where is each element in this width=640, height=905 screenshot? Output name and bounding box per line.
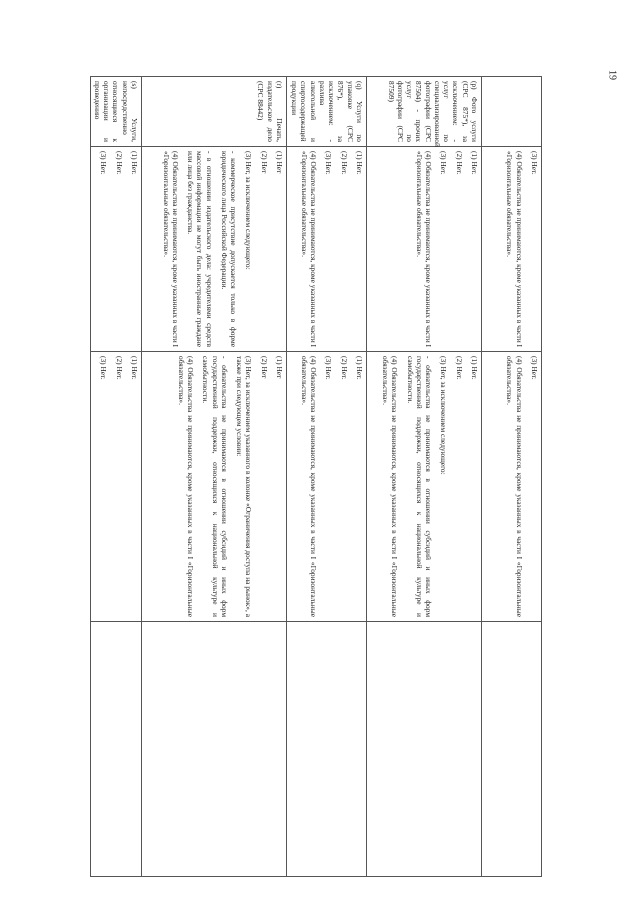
cell-line: (3) Нет.: [99, 356, 109, 380]
national-treatment-cell: [482, 352, 542, 622]
cell-line: (4) Обязательства не принимаются, кроме указанных в части I «Горизонтальные обязательства».: [177, 356, 196, 617]
cell-line: (2) Нет.: [454, 151, 464, 175]
additional-cell: [142, 622, 287, 877]
service-cell: [482, 77, 542, 147]
additional-cell: [90, 622, 141, 877]
cell-line: (3) Нет.: [324, 151, 334, 175]
service-cell: (s) Услуги, непосредственно относящиеся к организации и проведению: [90, 77, 141, 147]
cell-line: (3) Нет.: [99, 151, 109, 175]
cell-line: (3) Нет.: [439, 151, 449, 175]
cell-line: (1) Нет.: [470, 151, 479, 175]
cell-line: (2) Нет.: [454, 356, 464, 380]
table-row: [142, 77, 287, 877]
commitments-table: [90, 76, 542, 877]
cell-line: (4) Обязательства не принимаются, кроме указанных в части I «Горизонтальные обязательства».: [505, 151, 524, 347]
cell-line: (2) Нет: [259, 356, 269, 379]
cell-line: (1) Нет.: [355, 151, 364, 175]
market-access-cell: [287, 147, 367, 352]
cell-line: (4) Обязательства не принимаются, кроме указанных в части I «Горизонтальные обязательства».: [161, 151, 180, 347]
cell-line: (4) Обязательства не принимаются, кроме указанных в части I «Горизонтальные обязательства».: [381, 356, 400, 617]
cell-line: (3) Нет.: [530, 151, 539, 175]
cell-line: - обязательства не принимаются в отношении субсидий и иных форм государственной поддержки, относящихся к национальной культуре и самобытности.: [201, 356, 229, 617]
cell-line: (1) Нет: [275, 356, 284, 379]
national-treatment-cell: [287, 352, 367, 622]
rotated-table-container: [92, 76, 542, 876]
cell-line: (3) Нет.: [324, 356, 334, 380]
page-number: [600, 60, 624, 90]
table-row: [482, 77, 542, 877]
cell-line: (3) Нет.: [530, 356, 539, 380]
cell-line: (4) Обязательства не принимаются, кроме указанных в части I «Горизонтальные обязательства».: [300, 356, 319, 617]
cell-line: (1) Нет.: [130, 356, 139, 380]
page-number-text: 19: [606, 70, 618, 80]
cell-line: (4) Обязательства не принимаются, кроме указанных в части I «Горизонтальные обязательства».: [415, 151, 434, 347]
market-access-cell: [90, 147, 141, 352]
cell-line: (3) Нет, за исключением указанного в колонке «Ограничения доступа на рынок», а также при следующем условии:: [235, 356, 254, 617]
cell-line: - в отношении издательского дела: учредителями средств массовой информации не могут быть иностранные граждане или лица без гражданства.: [186, 151, 214, 347]
table-row: [367, 77, 482, 877]
additional-cell: [482, 622, 542, 877]
national-treatment-cell: [367, 352, 482, 622]
cell-line: (4) Обязательства не принимаются, кроме указанных в части I «Горизонтальные обязательства».: [505, 356, 524, 617]
cell-line: (1) Нет.: [470, 356, 479, 380]
cell-line: (1) Нет.: [130, 151, 139, 175]
cell-line: (2) Нет.: [339, 356, 349, 380]
cell-line: - коммерческое присутствие допускается только в форме юридического лица Российской Федерации.: [220, 151, 239, 347]
additional-cell: [367, 622, 482, 877]
market-access-cell: [142, 147, 287, 352]
cell-line: (1) Нет.: [355, 356, 364, 380]
cell-line: (2) Нет.: [339, 151, 349, 175]
market-access-cell: [482, 147, 542, 352]
cell-line: (4) Обязательства не принимаются, кроме указанных в части I «Горизонтальные обязательства».: [300, 151, 319, 347]
cell-line: (2) Нет.: [114, 151, 124, 175]
cell-line: (3) Нет, за исключением следующего:: [244, 151, 254, 270]
additional-cell: [287, 622, 367, 877]
national-treatment-cell: [90, 352, 141, 622]
national-treatment-cell: [142, 352, 287, 622]
service-cell: (r) Печать, издательское дело (СРС 88442): [142, 77, 287, 147]
cell-line: - обязательства не принимаются в отношении субсидий и иных форм государственной поддержки, относящихся к национальной культуре и самобытности.: [405, 356, 434, 617]
service-cell: (q) Услуги по упаковке (СРС 876*), за исключением: - разлива алкогольной и спиртосодержащей продукции: [287, 77, 367, 147]
cell-line: (3) Нет, за исключением следующего:: [439, 356, 449, 475]
cell-line: (2) Нет: [259, 151, 269, 174]
service-cell: (р) Фото услуги (СРС 875*), за исключением: - услуг по специализированной фотографии (СРС 87504) - прочих услуг по фотографии (СРС 87509): [367, 77, 482, 147]
table-row: [287, 77, 367, 877]
cell-line: (2) Нет.: [114, 356, 124, 380]
market-access-cell: [367, 147, 482, 352]
table-row: [90, 77, 141, 877]
cell-line: (1) Нет: [275, 151, 284, 174]
